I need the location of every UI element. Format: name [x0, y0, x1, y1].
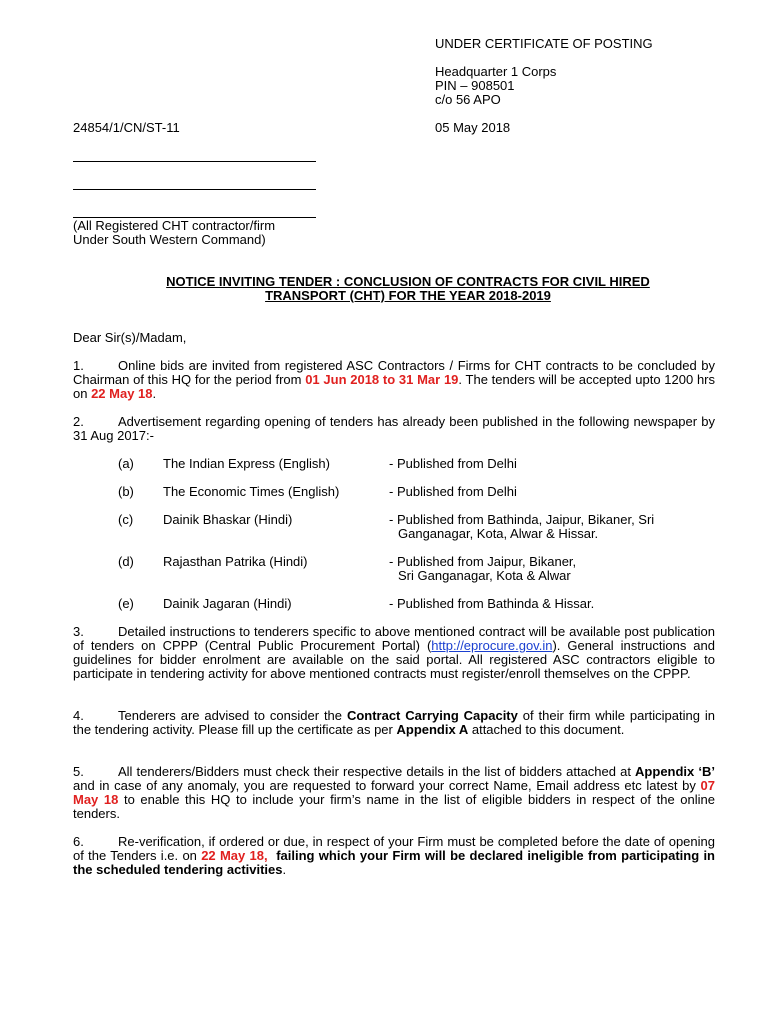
- newspaper-row: [0, 485, 770, 499]
- newspaper-index: (b): [118, 484, 134, 499]
- posting-header: UNDER CERTIFICATE OF POSTING: [435, 36, 653, 51]
- para-5-text-c: to enable this HQ to include your firm’s name in the list of eligible bidders in respect of the online tenders.: [73, 792, 715, 821]
- newspaper-name: Dainik Bhaskar (Hindi): [163, 512, 293, 527]
- newspaper-publication: - Published from Jaipur, Bikaner,: [389, 554, 577, 569]
- newspaper-publication: - Published from Bathinda, Jaipur, Bikaner, Sri: [389, 512, 655, 527]
- newspaper-publication: - Published from Delhi: [389, 484, 517, 499]
- para-4-text-c: attached to this document.: [468, 722, 625, 737]
- para-1-text-b: . The tenders will be accepted upto 1200 hrs on: [73, 372, 715, 401]
- paragraph-4: [73, 709, 715, 737]
- paragraph-5: [73, 765, 715, 821]
- para-3-text-a: Detailed instructions to tenderers specific to above mentioned contract will be available post publication of tenders on CPPP (Central Public Procurement Portal) (: [73, 624, 715, 653]
- newspaper-name: The Economic Times (English): [163, 484, 340, 499]
- eprocure-link[interactable]: http://eprocure.gov.in: [431, 638, 553, 653]
- newspaper-publication-cont: Ganganagar, Kota, Alwar & Hissar.: [398, 526, 599, 541]
- recipient-line-1: (All Registered CHT contractor/firm: [73, 218, 276, 233]
- para-2-number: 2.: [73, 414, 84, 429]
- tender-deadline: 22 May 18: [91, 386, 153, 401]
- appendix-b: Appendix ‘B’: [635, 764, 715, 779]
- address-blank-line-1: [73, 161, 316, 162]
- update-deadline: 07 May 18: [73, 778, 715, 807]
- para-3-number: 3.: [73, 624, 84, 639]
- newspaper-name: Dainik Jagaran (Hindi): [163, 596, 292, 611]
- newspaper-name: Rajasthan Patrika (Hindi): [163, 554, 308, 569]
- paragraph-2: [73, 415, 715, 443]
- paragraph-3: [73, 625, 715, 681]
- para-4-number: 4.: [73, 708, 84, 723]
- notice-title-line-1: NOTICE INVITING TENDER : CONCLUSION OF CONTRACTS FOR CIVIL HIRED: [166, 274, 650, 289]
- para-5-number: 5.: [73, 764, 84, 779]
- paragraph-1: [73, 359, 715, 401]
- newspaper-row: [0, 513, 770, 541]
- address-line-2: PIN – 908501: [435, 78, 515, 93]
- newspaper-publication-cont: Sri Ganganagar, Kota & Alwar: [398, 568, 571, 583]
- newspaper-name: The Indian Express (English): [163, 456, 330, 471]
- paragraph-6: [73, 834, 719, 877]
- newspaper-index: (e): [118, 596, 134, 611]
- para-2-text: Advertisement regarding opening of tenders has already been published in the following newspaper by 31 Aug 2017:-: [73, 414, 715, 443]
- para-1-text-c: .: [152, 386, 157, 401]
- para-6-text-a: Re-verification, if ordered or due, in respect of your Firm must be completed before the date of opening of the Tenders i.e. on: [73, 834, 715, 863]
- contract-period: 01 Jun 2018 to 31 Mar 19: [305, 372, 459, 387]
- recipient-line-2: Under South Western Command): [73, 232, 266, 247]
- newspaper-row: [0, 555, 770, 583]
- newspaper-publication: - Published from Bathinda & Hissar.: [389, 596, 595, 611]
- appendix-a: Appendix A: [396, 722, 469, 737]
- para-3-text-b: ). General instructions and guidelines for bidder enrolment are available on the said portal. All registered ASC contractors eligible to participate in tendering activity for above mentioned contracts must register/enroll themselves on the CPPP.: [73, 638, 715, 681]
- ineligibility-warning: failing which your Firm will be declared ineligible from participating in the scheduled tendering activities: [73, 848, 719, 877]
- contract-capacity: Contract Carrying Capacity: [346, 708, 518, 723]
- para-6-text-b: .: [282, 862, 287, 877]
- para-1-number: 1.: [73, 358, 84, 373]
- para-5-text-a: All tenderers/Bidders must check their respective details in the list of bidders attached at: [118, 764, 636, 779]
- address-line-1: Headquarter 1 Corps: [435, 64, 557, 79]
- reverification-date: 22 May 18,: [201, 848, 268, 863]
- para-6-number: 6.: [73, 834, 84, 849]
- newspaper-index: (c): [118, 512, 134, 527]
- newspaper-publication: - Published from Delhi: [389, 456, 517, 471]
- para-1-text-a: Online bids are invited from registered ASC Contractors / Firms for CHT contracts to be concluded by Chairman of this HQ for the period from: [73, 358, 715, 387]
- newspaper-index: (d): [118, 554, 134, 569]
- address-line-3: c/o 56 APO: [435, 92, 501, 107]
- address-blank-line-2: [73, 189, 316, 190]
- para-4-text-a: Tenderers are advised to consider the: [118, 708, 347, 723]
- letter-date: 05 May 2018: [435, 120, 511, 135]
- para-5-text-b: and in case of any anomaly, you are requested to forward your correct Name, Email address etc latest by: [73, 778, 701, 793]
- newspaper-index: (a): [118, 456, 134, 471]
- notice-title-line-2: TRANSPORT (CHT) FOR THE YEAR 2018-2019: [265, 288, 551, 303]
- newspaper-row: [0, 597, 770, 611]
- salutation: Dear Sir(s)/Madam,: [73, 330, 187, 345]
- para-4-text-b: of their firm while participating in the tendering activity. Please fill up the certificate as per: [73, 708, 715, 737]
- newspaper-row: [0, 457, 770, 471]
- reference-number: 24854/1/CN/ST-11: [73, 120, 180, 135]
